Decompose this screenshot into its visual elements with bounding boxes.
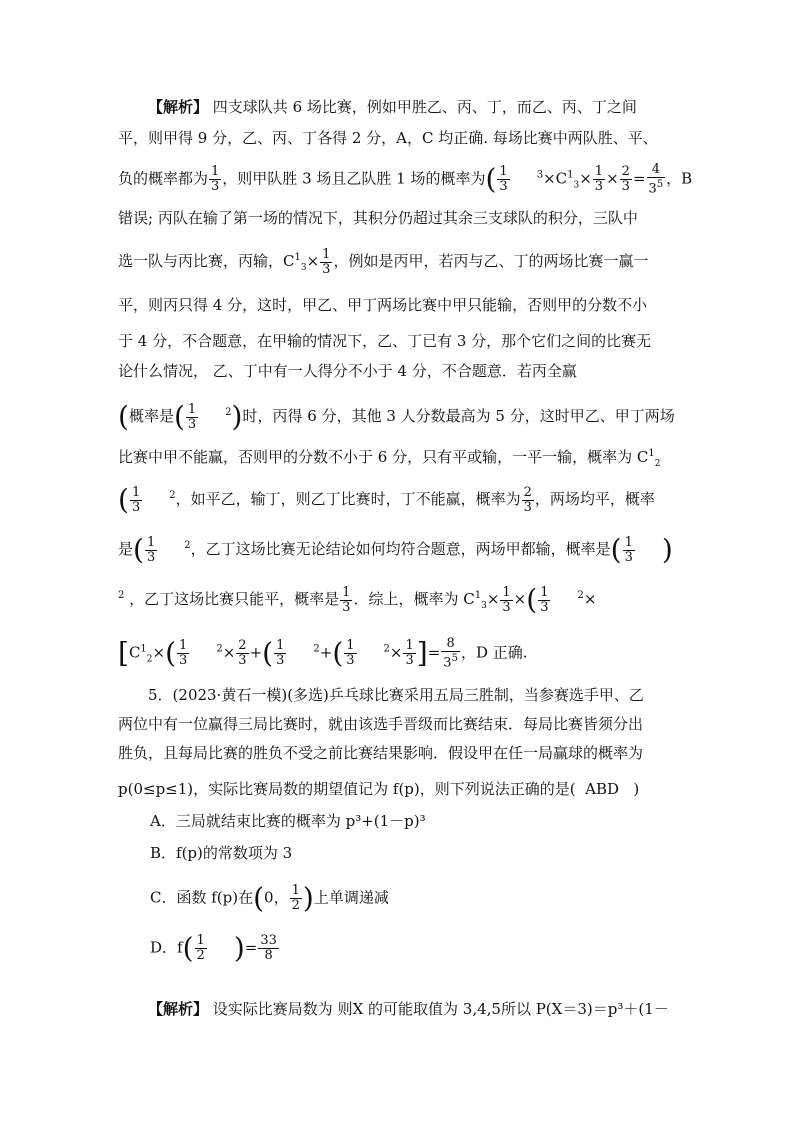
question-5-line-1: 5．(2023·黄石一模)(多选)乒乓球比赛采用五局三胜制，当参赛选手甲、乙 [148, 686, 644, 704]
option-b: B．f(p)的常数项为 3 [150, 844, 293, 862]
option-c: C．函数 f(p)在(0， $\frac{1}{2}$ )上单调递减 [150, 881, 389, 915]
question-5-line-3: 胜负，且每局比赛的胜负不受之前比赛结果影响．假设甲在任一局赢球的概率为 [118, 744, 644, 762]
analysis-line-8: 论什么情况， 乙、丁中有一人得分不小于 4 分，不合题意．若丙全赢 [118, 362, 577, 380]
analysis-line-3: 负的概率都为 $\frac{1}{3}$ ，则甲队胜 3 场且乙队胜 1 场的概率为( $\frac{1}{3}$ $^3\times C^1_3\times$ $\frac{1}{3}$ × $\frac{2}{3}$ = $\frac{4}{3^5}$ ，B [118, 162, 693, 197]
question-5-line-2: 两位中有一位赢得三局比赛时，就由该选手晋级而比赛结束．每局比赛皆须分出 [118, 715, 644, 733]
analysis-line-5: 选一队与丙比赛，丙输，$C^1_3\times$ $\frac{1}{3}$ ，例如是丙甲，若丙与乙、丁的两场比赛一赢一 [118, 246, 649, 277]
option-d: D．f( $\frac{1}{2}$ )= $\frac{33}{8}$ [150, 931, 277, 965]
question-5-line-4: p(0≤p≤1)，实际比赛局数的期望值记为 f(p)，则下列说法正确的是( ABD ) [118, 780, 640, 798]
analysis-line-6: 平，则丙只得 4 分，这时，甲乙、甲丁两场比赛中甲只能输，否则甲的分数不小 [118, 296, 648, 314]
answer-text: ABD [585, 780, 620, 798]
analysis-line-1: 【解析】 四支球队共 6 场比赛，例如甲胜乙、丙、丁，而乙、丙、丁之间 [148, 98, 637, 116]
analysis-line-7: 于 4 分，不合题意，在甲输的情况下，乙、丁已有 3 分，那个它们之间的比赛无 [118, 332, 652, 350]
analysis-line-11: ( $\frac{1}{3}$ $^2$，如平乙，输丁，则乙丁比赛时，丁不能赢，概率为 $\frac{2}{3}$ ，两场均平，概率 [118, 483, 655, 516]
analysis-label-2: 【解析】 [148, 1000, 209, 1018]
analysis-line-12: 是( $\frac{1}{3}$ $^2$，乙丁这场比赛无论结论如何均符合题意，两场甲都输，概率是( $\frac{1}{3}$ ) [118, 533, 673, 566]
analysis-line-2: 平，则甲得 9 分，乙、丙、丁各得 2 分，A，C 均正确. 每场比赛中两队胜、平、 [118, 129, 658, 147]
analysis-line-10: 比赛中甲不能赢，否则甲的分数不小于 6 分，只有平或输，一平一输，概率为 $C^1_2$ [118, 448, 661, 469]
option-a: A．三局就结束比赛的概率为 p³+(1－p)³ [150, 812, 426, 830]
analysis-line-9: (概率是( $\frac{1}{3}$ $^2$)时，丙得 6 分，其他 3 人分数最高为 5 分，这时甲乙、甲丁两场 [118, 400, 675, 433]
analysis-line-4: 错误; 丙队在输了第一场的情况下，其积分仍超过其余三支球队的积分，三队中 [118, 209, 638, 227]
analysis-line-14: [$C^1_2\times$( $\frac{1}{3}$ $^2$× $\frac{2}{3}$ +( $\frac{1}{3}$ $^2$+( $\frac{1}{3}$ $^2$× $\frac{1}{3}$ ]= $\frac{8}{3^5}$ ，D 正确. [118, 636, 528, 671]
analysis-line-13: $^2$ ，乙丁这场比赛只能平，概率是 $\frac{1}{3}$ ．综上，概率为 $C^1_3\times$ $\frac{1}{3}$ ×( $\frac{1}{3}$ $^2$× [118, 583, 597, 616]
analysis-label: 【解析】 [148, 98, 209, 116]
analysis-2-line-1: 【解析】 设实际比赛局数为 则X 的可能取值为 3,4,5所以 P(X＝3)＝p³＋(1－ [148, 1000, 669, 1018]
